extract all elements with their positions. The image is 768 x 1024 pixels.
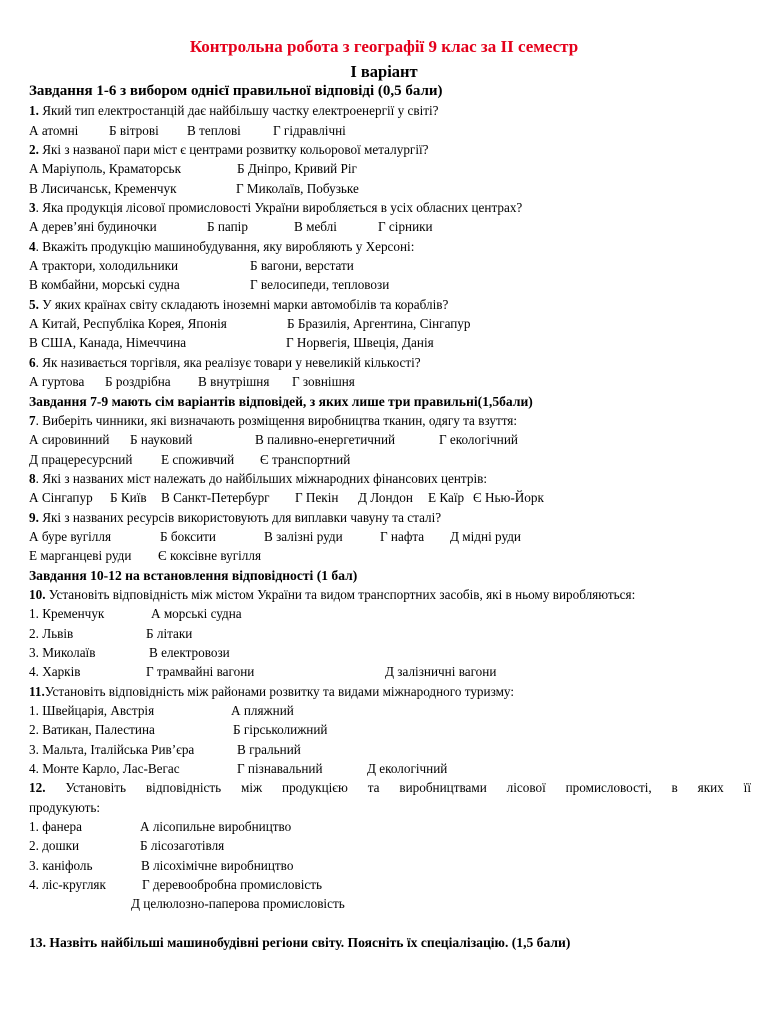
question-13: 13. Назвіть найбільші машинобудівні регіони світу. Поясніть їх спеціалізацію. (1,5 бали) — [29, 935, 571, 951]
question-4-options-row2 — [29, 275, 751, 294]
option: В залізні руди — [264, 528, 343, 544]
question-1-options — [29, 121, 751, 140]
match-left: 2. Ватикан, Палестина — [29, 722, 155, 738]
question-3-options — [29, 217, 751, 236]
option: Д Лондон — [358, 490, 413, 506]
match-right: Д целюлозно-паперова промисловість — [131, 896, 345, 912]
match-row — [29, 875, 751, 894]
option: В США, Канада, Німеччина — [29, 335, 187, 351]
option: В комбайни, морські судна — [29, 277, 180, 293]
variant-label: І варіант — [350, 62, 418, 81]
option: В меблі — [294, 219, 337, 235]
option: А Китай, Республіка Корея, Японія — [29, 316, 227, 332]
option: Є коксівне вугілля — [158, 548, 262, 564]
question-text: . Виберіть чинники, які визначають розміщення виробництва тканин, одягу та взуття: — [35, 412, 518, 428]
option: А буре вугілля — [29, 528, 112, 544]
option: А Сінгапур — [29, 490, 93, 506]
option: Б Дніпро, Кривий Ріг — [237, 161, 357, 177]
question-text: Установіть відповідність між містом України та видом транспортних засобів, які в ньому виробляються: — [45, 586, 636, 602]
question-number: 11. — [29, 683, 45, 699]
option: А трактори, холодильники — [29, 258, 179, 274]
option: Г Норвегія, Швеція, Данія — [286, 335, 434, 351]
match-left: 2. Львів — [29, 625, 74, 641]
question-number: 1. — [29, 103, 39, 119]
match-right: Б гірськолижний — [233, 722, 328, 738]
match-right: Г деревообробна промисловість — [142, 877, 323, 893]
question-10 — [29, 585, 751, 604]
question-text: Установіть відповідність між районами розвитку та видами міжнародного туризму: — [44, 683, 515, 699]
option: А дерев’яні будиночки — [29, 219, 157, 235]
match-right: В електровози — [149, 644, 230, 660]
question-4 — [29, 237, 751, 256]
match-right: А морські судна — [151, 606, 242, 622]
option: Б папір — [207, 219, 248, 235]
match-right: Б лісозаготівля — [140, 838, 225, 854]
question-6 — [29, 353, 751, 372]
question-number: 10. — [29, 586, 46, 602]
match-right: В лісохімічне виробництво — [141, 857, 294, 873]
question-text: . Яка продукція лісової промисловості України виробляється в усіх обласних центрах? — [35, 200, 523, 216]
option: В внутрішня — [198, 374, 270, 390]
option: Е марганцеві руди — [29, 548, 132, 564]
question-8-options — [29, 488, 751, 507]
match-left: 4. Харків — [29, 664, 81, 680]
option: Є Нью-Йорк — [473, 490, 544, 506]
option: А гуртова — [29, 374, 85, 390]
match-row — [29, 856, 751, 875]
option: Г зовнішня — [292, 374, 355, 390]
question-6-options — [29, 372, 751, 391]
match-right: Г трамвайні вагони — [146, 664, 255, 680]
match-left: 1. Швейцарія, Австрія — [29, 703, 155, 718]
option: В Санкт-Петербург — [161, 490, 270, 506]
question-number: 2. — [29, 142, 39, 158]
question-text: Які з названої пари міст є центрами розвитку кольорової металургії? — [38, 142, 429, 158]
match-row — [29, 894, 751, 913]
question-5-options-row2 — [29, 333, 751, 352]
question-number: 7 — [29, 412, 36, 428]
option: Г екологічний — [439, 432, 518, 448]
question-number: 9. — [29, 509, 39, 525]
match-row — [29, 662, 751, 681]
match-left: 1. Кременчук — [29, 606, 105, 622]
question-number: 8 — [29, 470, 36, 486]
match-right: А лісопильне виробництво — [140, 819, 292, 835]
document-body — [29, 82, 751, 952]
question-text: У яких країнах світу складають іноземні марки автомобілів та кораблів? — [38, 296, 449, 312]
question-text: Який тип електростанцій дає найбільшу частку електроенергії у світі? — [38, 103, 439, 119]
option: Г Пекін — [295, 490, 339, 506]
question-text: Установіть відповідність між продукцією та виробництвами лісової промисловості, в яких її — [45, 780, 751, 796]
option: Б вітрові — [109, 122, 159, 138]
question-number: 6 — [29, 354, 36, 370]
question-text: . Вкажіть продукцію машинобудування, яку виробляють у Херсоні: — [35, 238, 415, 254]
match-right: Д залізничні вагони — [385, 664, 497, 680]
question-9 — [29, 508, 751, 527]
question-3 — [29, 198, 751, 217]
section-heading-1-6: Завдання 1-6 з вибором однієї правильної відповіді (0,5 бали) — [29, 83, 443, 99]
match-right: Г пізнавальний — [237, 761, 323, 777]
match-row — [29, 817, 751, 836]
section-heading-10-12: Завдання 10-12 на встановлення відповідності (1 бал) — [29, 567, 358, 583]
match-left: 4. ліс-кругляк — [29, 877, 106, 893]
option: Б Бразилія, Аргентина, Сінгапур — [287, 316, 471, 332]
match-right: Д екологічний — [367, 761, 448, 777]
question-7 — [29, 411, 751, 430]
option: В теплові — [187, 122, 241, 138]
match-row — [29, 701, 751, 720]
question-2 — [29, 140, 751, 159]
question-12 — [29, 778, 751, 797]
option: А атомні — [29, 122, 79, 138]
spacer — [29, 914, 751, 933]
match-left: 3. каніфоль — [29, 857, 93, 873]
question-2-options-row2 — [29, 179, 751, 198]
question-9-options-row2 — [29, 546, 751, 565]
option: Г сірники — [378, 219, 433, 235]
match-left: 4. Монте Карло, Лас-Вегас — [29, 761, 180, 777]
question-4-options-row1 — [29, 256, 751, 275]
question-5 — [29, 295, 751, 314]
option: Б вагони, верстати — [250, 258, 354, 274]
question-7-options-row2 — [29, 450, 751, 469]
question-9-options-row1 — [29, 527, 751, 546]
question-number: 12. — [29, 780, 46, 796]
match-row — [29, 643, 751, 662]
option: Д мідні руди — [450, 528, 521, 544]
option: В паливно-енергетичний — [255, 432, 396, 448]
option: Б Київ — [110, 490, 147, 506]
match-row — [29, 720, 751, 739]
option: Б науковий — [130, 432, 193, 448]
question-12-continued: продукують: — [29, 799, 101, 815]
match-left: 3. Мальта, Італійська Рив’єра — [29, 741, 195, 757]
option: А сировинний — [29, 432, 110, 448]
question-text: . Як називається торгівля, яка реалізує товари у невеликій кількості? — [35, 354, 421, 370]
question-7-options-row1 — [29, 430, 751, 449]
section-heading-7-9: Завдання 7-9 мають сім варіантів відповідей, з яких лише три правильні(1,5бали) — [29, 393, 533, 409]
match-row — [29, 759, 751, 778]
option: Д працересурсний — [29, 451, 133, 467]
question-text: Які з названих ресурсів використовують для виплавки чавуну та сталі? — [38, 509, 442, 525]
match-row — [29, 624, 751, 643]
match-right: Б літаки — [146, 625, 193, 641]
question-5-options-row1 — [29, 314, 751, 333]
question-8 — [29, 469, 751, 488]
option: Є транспортний — [260, 451, 351, 467]
option: Б боксити — [160, 528, 216, 544]
match-row — [29, 836, 751, 855]
question-number: 3 — [29, 200, 36, 216]
option: Г гідравлічні — [273, 122, 346, 138]
option: А Маріуполь, Краматорськ — [29, 161, 181, 177]
option: Г велосипеди, тепловози — [250, 277, 390, 293]
match-left: 3. Миколаїв — [29, 644, 96, 660]
document-title: Контрольна робота з географії 9 клас за ІІ семестр — [189, 37, 579, 56]
match-right: А пляжний — [231, 703, 294, 718]
option: Е Каїр — [428, 490, 465, 506]
option: Г нафта — [380, 528, 425, 544]
question-1 — [29, 101, 751, 120]
option: Г Миколаїв, Побузьке — [236, 180, 359, 196]
option: Б роздрібна — [105, 374, 171, 390]
question-number: 5. — [29, 296, 39, 312]
match-row — [29, 740, 751, 759]
match-right: В гральний — [237, 741, 301, 757]
option: В Лисичанськ, Кременчук — [29, 180, 177, 196]
question-text: . Які з названих міст належать до найбільших міжнародних фінансових центрів: — [35, 470, 488, 486]
match-left: 2. дошки — [29, 838, 80, 854]
match-left: 1. фанера — [29, 819, 82, 835]
option: Е споживчий — [161, 451, 235, 467]
question-number: 4 — [29, 238, 36, 254]
question-2-options-row1 — [29, 159, 751, 178]
question-11 — [29, 682, 751, 701]
match-row — [29, 604, 751, 623]
